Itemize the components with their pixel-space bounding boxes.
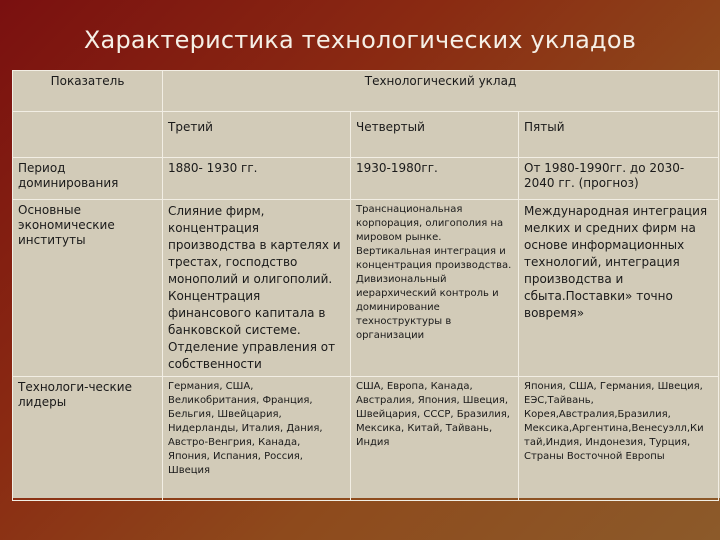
cell-institutes-fifth: Международная интеграция мелких и средних фирм на основе информационных технологий, интеграция производства и сбыта.Поставки» точно вовремя» xyxy=(519,200,719,377)
subheader-empty xyxy=(13,112,163,158)
table-subheader-row xyxy=(13,112,719,158)
slide-title: Характеристика технологических укладов xyxy=(83,26,637,54)
cell-period-fifth: От 1980-1990гг. до 2030-2040 гг. (прогноз) xyxy=(519,158,719,200)
table-row-period xyxy=(13,158,719,200)
cell-leaders-third: Германия, США, Великобритания, Франция, Бельгия, Швейцария, Нидерланды, Италия, Дания, Австро-Венгрия, Канада, Япония, Испания, Россия, Швеция xyxy=(163,377,351,501)
cell-institutes-third: Слияние фирм, концентрация производства в картелях и трестах, господство монополий и олигополий. Концентрация финансового капитала в банковской системе. Отделение управления от собственности xyxy=(163,200,351,377)
table-row-leaders xyxy=(13,377,719,501)
column-header-fifth: Пятый xyxy=(519,112,719,158)
row-label-leaders: Технологи-ческие лидеры xyxy=(13,377,163,501)
row-label-institutes: Основные экономические институты xyxy=(13,200,163,377)
cell-period-third: 1880- 1930 гг. xyxy=(163,158,351,200)
uklady-table xyxy=(12,70,719,501)
column-header-third: Третий xyxy=(163,112,351,158)
cell-period-fourth: 1930-1980гг. xyxy=(351,158,519,200)
header-indicator: Показатель xyxy=(13,71,163,112)
cell-leaders-fifth: Япония, США, Германия, Швеция, ЕЭС,Тайвань, Корея,Австралия,Бразилия, Мексика,Аргентина,Венесуэлл,Ки тай,Индия, Индонезия, Турция, Страны Восточной Европы xyxy=(519,377,719,501)
table-header-row xyxy=(13,71,719,112)
column-header-fourth: Четвертый xyxy=(351,112,519,158)
cell-leaders-fourth: США, Европа, Канада, Австралия, Япония, Швеция, Швейцария, СССР, Бразилия, Мексика, Китай, Тайвань, Индия xyxy=(351,377,519,501)
cell-institutes-fourth: Транснациональная корпорация, олигополия на мировом рынке. Вертикальная интеграция и концентрация производства. Дивизиональный иерархический контроль и доминирование техноструктуры в организации xyxy=(351,200,519,377)
header-group: Технологический уклад xyxy=(163,71,719,112)
table-row-institutes xyxy=(13,200,719,377)
row-label-period: Период доминирования xyxy=(13,158,163,200)
